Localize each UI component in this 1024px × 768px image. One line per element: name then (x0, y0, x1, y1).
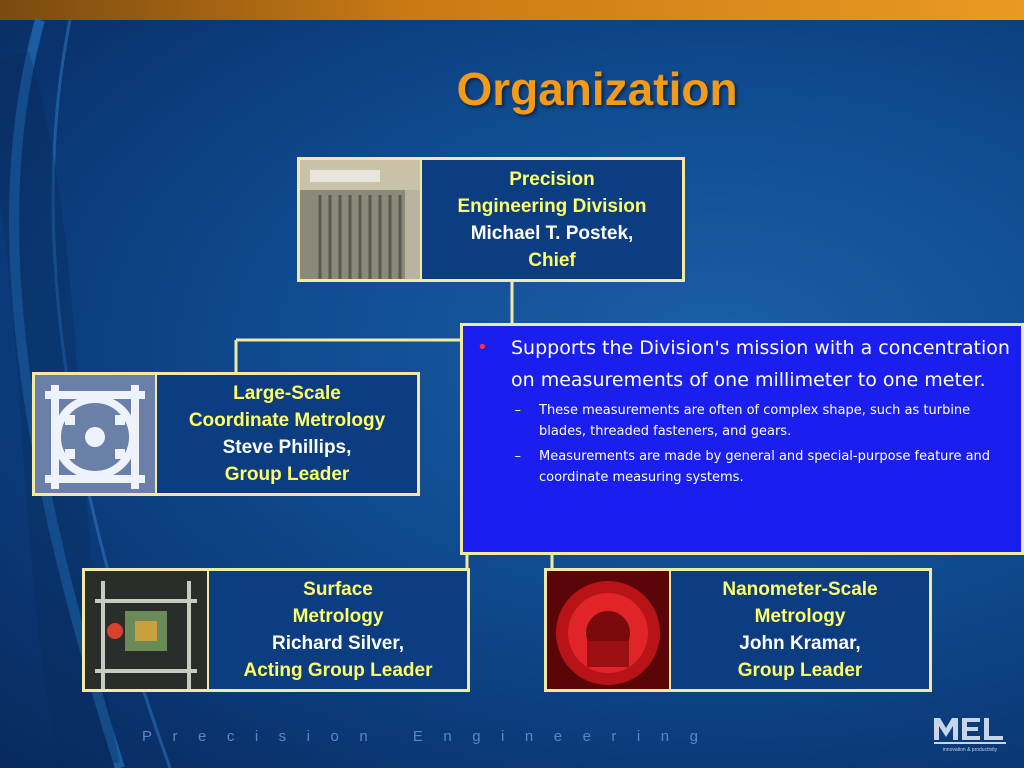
division-name-line1: Precision (509, 168, 595, 190)
group-role: Group Leader (737, 660, 863, 681)
mission-bullet-text: Supports the Division's mission with a concentration on measurements of one millimeter to one meter. (511, 337, 1010, 391)
bullet-dot-icon: • (477, 337, 488, 358)
mission-callout (460, 323, 1024, 555)
division-name-line2: Engineering Division (457, 195, 647, 217)
mission-subbullet (477, 446, 1011, 488)
group-person: Steve Phillips, (222, 437, 352, 458)
chief-role: Chief (528, 249, 576, 271)
lab-apparatus-photo (85, 571, 209, 689)
group-name-line1: Large-Scale (233, 383, 341, 404)
slide-title: Organization (456, 63, 738, 115)
group-label-nanometer (671, 571, 929, 689)
chief-label (422, 160, 682, 279)
group-name-line1: Nanometer-Scale (722, 579, 878, 600)
group-name-line2: Coordinate Metrology (188, 410, 386, 431)
vacuum-chamber-photo (547, 571, 671, 689)
group-box-surface (82, 568, 470, 692)
mel-logo (934, 714, 1006, 754)
group-label-large-scale (157, 375, 417, 493)
chief-person: Michael T. Postek, (470, 222, 634, 244)
group-role: Group Leader (224, 464, 350, 485)
footer-text: Precision Engineering (142, 728, 719, 745)
group-person: John Kramar, (739, 633, 861, 654)
dash-icon: – (514, 403, 521, 418)
svg-text:innovation & productivity: innovation & productivity (942, 747, 998, 753)
group-name-line2: Metrology (292, 606, 384, 627)
group-box-nanometer (544, 568, 932, 692)
mission-bullet (477, 332, 1011, 396)
mission-subbullet (477, 400, 1011, 442)
gear-part-photo (35, 375, 157, 493)
group-box-large-scale (32, 372, 420, 496)
machine-photo (300, 160, 422, 279)
group-label-surface (209, 571, 467, 689)
chief-box (297, 157, 685, 282)
group-person: Richard Silver, (271, 633, 404, 654)
dash-icon: – (514, 449, 521, 464)
mission-subbullet-text: Measurements are made by general and special-purpose feature and coordinate measuring systems. (539, 449, 991, 485)
group-name-line2: Metrology (754, 606, 846, 627)
group-name-line1: Surface (303, 579, 373, 600)
mission-subbullet-text: These measurements are often of complex shape, such as turbine blades, threaded fasteners, and gears. (539, 403, 971, 439)
group-role: Acting Group Leader (243, 660, 433, 681)
